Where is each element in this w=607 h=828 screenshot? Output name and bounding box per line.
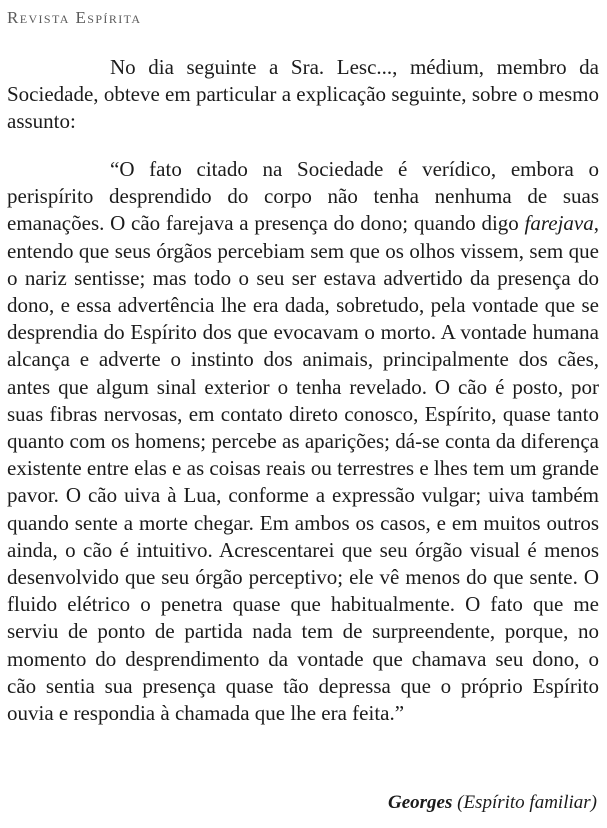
running-header-title: Revista Espírita	[7, 8, 142, 27]
quoted-message-paragraph	[7, 156, 599, 727]
emphasized-word: farejava	[524, 211, 594, 236]
quoted-text-part-2: , entendo que seus órgãos percebiam sem que os olhos vissem, sem que o nariz sentisse; mas todo o seu ser estava advertido da presença do dono, e essa advertência lhe era dada, sobretudo, pela vontade que se desprendia do Espírito dos que evocavam o morto. A vontade humana alcança e adverte o instinto dos animais, principalmente dos cães, antes que algum sinal exterior o tenha revelado. O cão é posto, por suas fibras nervosas, em contato direto conosco, Espírito, quase tanto quanto com os homens; percebe as aparições; dá-se conta da diferença existente entre elas e as coisas reais ou terrestres e lhes tem um grande pavor. O cão uiva à Lua, conforme a expressão vulgar; uiva também quando sente a morte chegar. Em ambos os casos, e em muitos outros ainda, o cão é intuitivo. Acrescentarei que seu órgão visual é menos desenvolvido que seu órgão perceptivo; ele vê menos do que sente. O fluido elétrico o penetra quase que habitualmente. O fato que me serviu de ponto de partida nada tem de surpreendente, porque, no momento do desprendimento da vontade que chamava seu dono, o cão sentia sua presença quase tão depressa que o próprio Espírito ouvia e respondia à chamada que lhe era feita.”	[7, 211, 599, 726]
quoted-text-part-1: “O fato citado na Sociedade é verídico, embora o perispírito desprendido do corpo não tenha nenhuma de suas emanações. O cão farejava a presença do dono; quando digo	[7, 157, 599, 236]
signature-author: Georges	[387, 792, 453, 813]
intro-paragraph: No dia seguinte a Sra. Lesc..., médium, membro da Sociedade, obteve em particular a explicação seguinte, sobre o mesmo assunto:	[7, 55, 599, 134]
signature-line	[388, 792, 597, 814]
signature-qualifier: (Espírito familiar)	[457, 792, 597, 813]
